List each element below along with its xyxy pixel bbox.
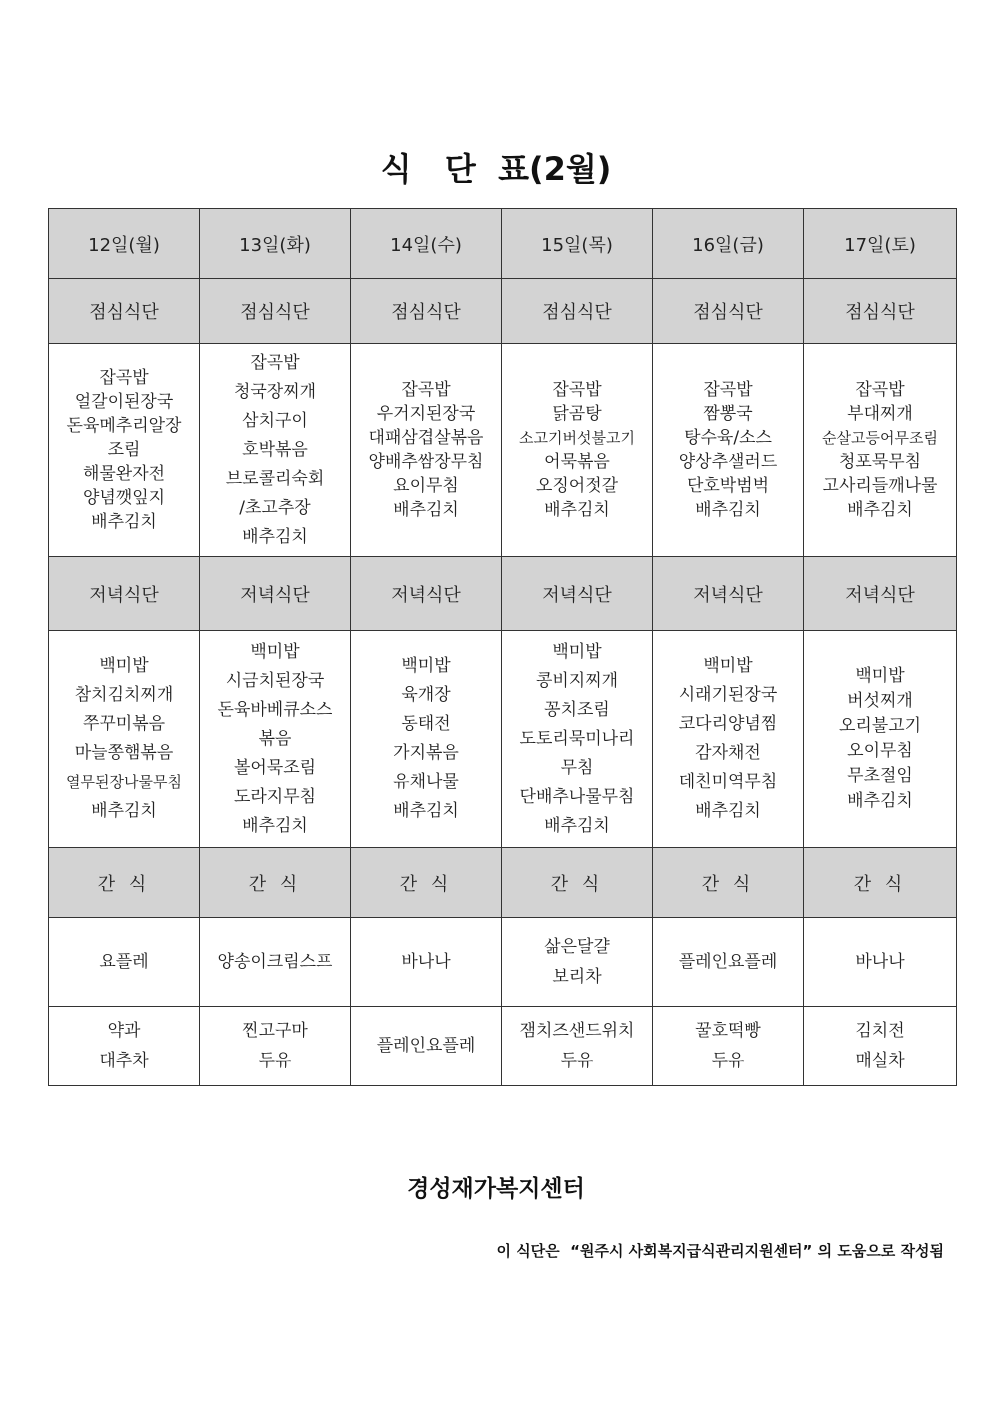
lunch-cell — [653, 344, 804, 557]
menu-item: 감자채전 — [695, 743, 761, 763]
menu-item: 유채나물 — [393, 772, 459, 792]
menu-item: 양념깻잎지 — [82, 488, 166, 508]
menu-item: 단배추나물무침 — [519, 786, 635, 807]
menu-item: 배추김치 — [695, 801, 761, 821]
menu-item: 무침 — [560, 757, 594, 778]
menu-item: 닭곰탕 — [552, 404, 602, 424]
snack-cell — [804, 918, 957, 1007]
menu-item: 백미밥 — [401, 656, 451, 676]
menu-item: 꽁치조림 — [544, 699, 610, 720]
menu-item: 매실차 — [855, 1051, 905, 1071]
menu-item: 두유 — [560, 1051, 594, 1071]
menu-item: 참치김치찌개 — [74, 685, 174, 705]
page-title: 식 단 표(2월) — [380, 150, 612, 188]
menu-item: 마늘쫑햄볶음 — [74, 743, 174, 763]
menu-item: 시래기된장국 — [678, 685, 778, 705]
dinner-cell — [200, 631, 351, 848]
day-header: 14일(수) — [351, 209, 502, 279]
lunch-label-row — [49, 279, 957, 344]
menu-item: 도라지무침 — [233, 786, 317, 807]
lunch-label: 점심식단 — [49, 279, 200, 344]
menu-item: 잡곡밥 — [250, 352, 300, 373]
menu-item: 소고기버섯불고기 — [519, 429, 635, 447]
lunch-cell — [351, 344, 502, 557]
dinner-label: 저녁식단 — [351, 557, 502, 631]
snack-row-1 — [49, 918, 957, 1007]
menu-item: 청국장찌개 — [233, 381, 317, 402]
snack-cell — [200, 1007, 351, 1086]
lunch-label: 점심식단 — [653, 279, 804, 344]
lunch-cell — [200, 344, 351, 557]
menu-item: 대추차 — [99, 1051, 149, 1071]
menu-item: 볼어묵조림 — [233, 757, 317, 778]
dinner-label: 저녁식단 — [200, 557, 351, 631]
snack-label: 간 식 — [351, 848, 502, 918]
snack-label: 간 식 — [49, 848, 200, 918]
menu-item: 요이무침 — [393, 476, 459, 496]
snack-cell — [49, 918, 200, 1007]
menu-item: 잡곡밥 — [855, 380, 905, 400]
snack-cell — [502, 918, 653, 1007]
menu-item: 돈육바베큐소스 — [217, 699, 333, 720]
dinner-label: 저녁식단 — [502, 557, 653, 631]
menu-item: 볶음 — [258, 728, 292, 749]
menu-item: 오리불고기 — [838, 716, 922, 736]
lunch-cell — [502, 344, 653, 557]
menu-item: 플레인요플레 — [376, 1036, 476, 1056]
menu-item: 조림 — [107, 440, 141, 460]
snack-cell — [49, 1007, 200, 1086]
menu-item: 데친미역무침 — [678, 772, 778, 792]
menu-item: 배추김치 — [544, 500, 610, 520]
menu-item: 시금치된장국 — [225, 670, 325, 691]
snack-cell — [804, 1007, 957, 1086]
menu-item: 대패삼겹살볶음 — [368, 428, 484, 448]
day-header: 16일(금) — [653, 209, 804, 279]
menu-item: 잡곡밥 — [99, 368, 149, 388]
menu-item: 배추김치 — [847, 791, 913, 811]
menu-item: 오징어젓갈 — [535, 476, 619, 496]
menu-item: 배추김치 — [847, 500, 913, 520]
menu-item: 배추김치 — [242, 815, 308, 836]
menu-item: 콩비지찌개 — [535, 670, 619, 691]
snack-label: 간 식 — [200, 848, 351, 918]
dinner-cell — [351, 631, 502, 848]
snack-cell — [351, 918, 502, 1007]
menu-item: 단호박범벅 — [686, 476, 770, 496]
dinner-cell — [49, 631, 200, 848]
day-header: 15일(목) — [502, 209, 653, 279]
dinner-label-row — [49, 557, 957, 631]
menu-item: 두유 — [711, 1051, 745, 1071]
dinner-row — [49, 631, 957, 848]
snack-cell — [351, 1007, 502, 1086]
menu-item: 잡곡밥 — [703, 380, 753, 400]
menu-item: 부대찌개 — [847, 404, 913, 424]
menu-item: 돈육메추리알장 — [66, 416, 182, 436]
menu-item: 백미밥 — [855, 666, 905, 686]
menu-item: 쭈꾸미볶음 — [82, 714, 166, 734]
menu-item: 해물완자전 — [82, 464, 166, 484]
menu-item: 가지볶음 — [393, 743, 459, 763]
menu-item: 바나나 — [401, 952, 451, 972]
menu-item: 브로콜리숙회 — [225, 468, 325, 489]
lunch-label: 점심식단 — [200, 279, 351, 344]
menu-item: 무초절임 — [847, 766, 913, 786]
menu-item: 어묵볶음 — [544, 452, 610, 472]
menu-item: 배추김치 — [393, 500, 459, 520]
menu-item: 백미밥 — [703, 656, 753, 676]
menu-item: 약과 — [107, 1021, 141, 1041]
menu-item: 양송이크림스프 — [217, 952, 333, 972]
menu-item: 배추김치 — [91, 512, 157, 532]
menu-item: 코다리양념찜 — [678, 714, 778, 734]
dinner-cell — [502, 631, 653, 848]
menu-item: 삼치구이 — [242, 410, 308, 431]
menu-item: 오이무침 — [847, 741, 913, 761]
lunch-cell — [804, 344, 957, 557]
menu-item: 배추김치 — [91, 801, 157, 821]
menu-item: 백미밥 — [552, 641, 602, 662]
menu-item: 배추김치 — [695, 500, 761, 520]
menu-item: 양상추샐러드 — [678, 452, 778, 472]
menu-item: 짬뽕국 — [703, 404, 753, 424]
menu-item: 플레인요플레 — [678, 952, 778, 972]
snack-cell — [653, 1007, 804, 1086]
day-header-row — [49, 209, 957, 279]
lunch-label: 점심식단 — [502, 279, 653, 344]
day-header: 12일(월) — [49, 209, 200, 279]
menu-item: 잡곡밥 — [552, 380, 602, 400]
menu-item: 백미밥 — [99, 656, 149, 676]
menu-item: /초고추장 — [239, 497, 311, 518]
day-header: 13일(화) — [200, 209, 351, 279]
menu-item: 보리차 — [552, 967, 602, 987]
menu-item: 백미밥 — [250, 641, 300, 662]
menu-item: 김치전 — [855, 1021, 905, 1041]
menu-item: 고사리들깨나물 — [822, 476, 938, 496]
snack-label-row — [49, 848, 957, 918]
menu-table — [48, 208, 957, 1086]
lunch-row — [49, 344, 957, 557]
dinner-label: 저녁식단 — [804, 557, 957, 631]
menu-item: 양배추쌈장무침 — [368, 452, 484, 472]
dinner-label: 저녁식단 — [653, 557, 804, 631]
menu-item: 배추김치 — [393, 801, 459, 821]
dinner-label: 저녁식단 — [49, 557, 200, 631]
menu-item: 우거지된장국 — [376, 404, 476, 424]
menu-item: 얼갈이된장국 — [74, 392, 174, 412]
snack-row-2 — [49, 1007, 957, 1086]
organization-name: 경성재가복지센터 — [407, 1176, 585, 1202]
menu-item: 버섯찌개 — [847, 691, 913, 711]
menu-item: 배추김치 — [242, 526, 308, 547]
snack-cell — [200, 918, 351, 1007]
dinner-cell — [653, 631, 804, 848]
menu-item: 탕수육/소스 — [684, 428, 772, 448]
menu-item: 순살고등어무조림 — [822, 429, 938, 447]
snack-cell — [502, 1007, 653, 1086]
menu-item: 청포묵무침 — [838, 452, 922, 472]
menu-item: 잼치즈샌드위치 — [519, 1021, 635, 1041]
snack-label: 간 식 — [502, 848, 653, 918]
footer-note: 이 식단은 “원주시 사회복지급식관리지원센터” 의 도움으로 작성됨 — [496, 1242, 944, 1260]
snack-cell — [653, 918, 804, 1007]
lunch-cell — [49, 344, 200, 557]
day-header: 17일(토) — [804, 209, 957, 279]
lunch-label: 점심식단 — [804, 279, 957, 344]
menu-item: 삶은달걀 — [544, 937, 610, 957]
menu-item: 꿀호떡빵 — [695, 1021, 761, 1041]
menu-item: 도토리묵미나리 — [519, 728, 635, 749]
menu-item: 동태전 — [401, 714, 451, 734]
menu-item: 호박볶음 — [242, 439, 308, 460]
menu-item: 요플레 — [99, 952, 149, 972]
snack-label: 간 식 — [653, 848, 804, 918]
menu-item: 육개장 — [401, 685, 451, 705]
menu-item: 두유 — [258, 1051, 292, 1071]
menu-item: 배추김치 — [544, 815, 610, 836]
menu-item: 바나나 — [855, 952, 905, 972]
snack-label: 간 식 — [804, 848, 957, 918]
lunch-label: 점심식단 — [351, 279, 502, 344]
dinner-cell — [804, 631, 957, 848]
menu-item: 열무된장나물무침 — [66, 773, 182, 791]
menu-item: 찐고구마 — [242, 1021, 308, 1041]
menu-item: 잡곡밥 — [401, 380, 451, 400]
